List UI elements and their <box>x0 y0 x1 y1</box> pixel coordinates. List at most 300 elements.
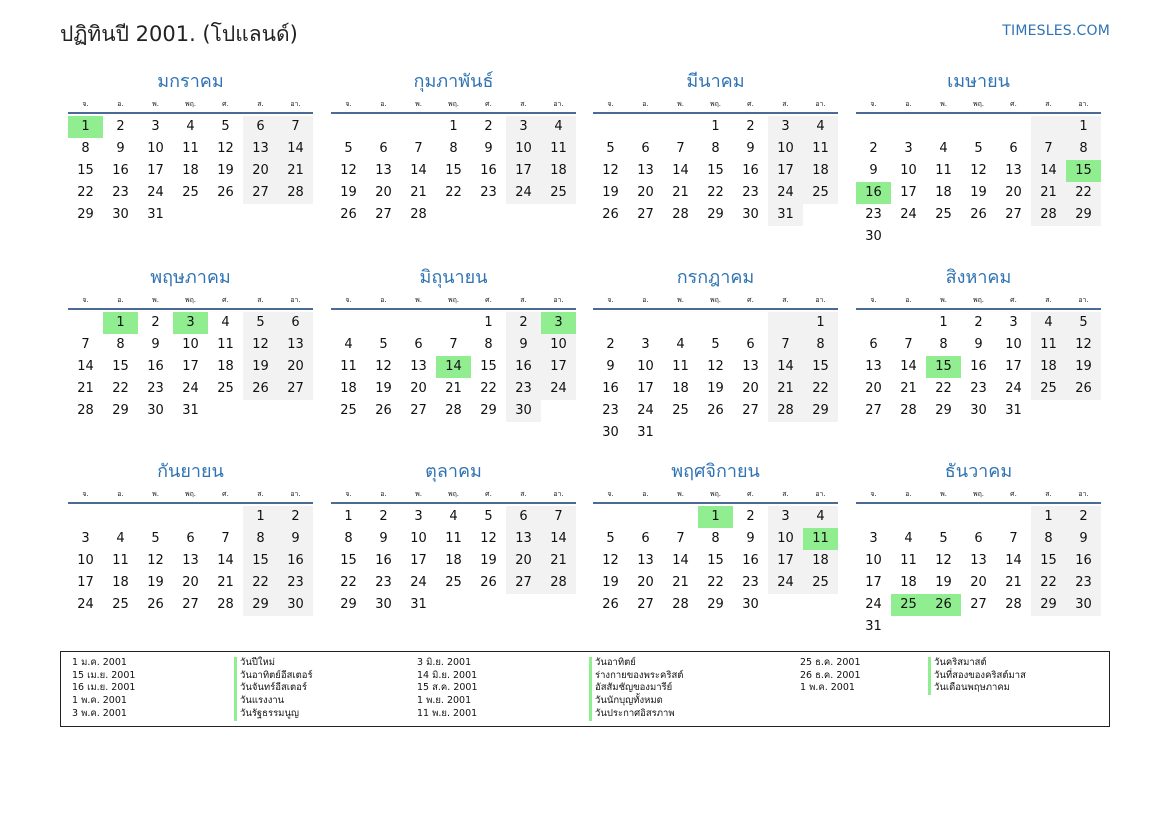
day-cell: 31 <box>147 207 164 222</box>
day-cell: 8 <box>711 141 720 156</box>
day-cell: 18 <box>541 160 576 182</box>
day-cell: 4 <box>803 506 838 528</box>
month-block <box>68 266 313 422</box>
week-row <box>68 116 313 138</box>
weekday-label: พ. <box>415 490 422 498</box>
week-row <box>593 572 838 594</box>
day-cell: 10 <box>147 141 164 156</box>
day-cell: 16 <box>506 356 541 378</box>
day-cell: 1 <box>939 315 948 330</box>
day-cell: 5 <box>243 312 278 334</box>
weekday-label: ศ. <box>747 490 754 498</box>
empty-day-cell <box>208 204 243 226</box>
day-cell: 24 <box>147 185 164 200</box>
weekday-label: พ. <box>940 490 947 498</box>
weekday-label: ศ. <box>485 490 492 498</box>
day-cell: 6 <box>379 141 388 156</box>
day-cell: 8 <box>344 531 353 546</box>
day-cell: 17 <box>1005 359 1022 374</box>
empty-day-cell <box>436 594 471 616</box>
day-cell: 5 <box>974 141 983 156</box>
day-cell: 11 <box>803 138 838 160</box>
day-cell: 2 <box>746 509 755 524</box>
month-name: ธันวาคม <box>944 461 1013 482</box>
day-cell: 13 <box>410 359 427 374</box>
day-cell: 14 <box>77 359 94 374</box>
day-cell: 2 <box>506 312 541 334</box>
day-cell: 10 <box>182 337 199 352</box>
weekday-label: จ. <box>607 100 614 108</box>
empty-day-cell <box>173 506 208 528</box>
weekday-header <box>331 96 576 114</box>
day-cell: 29 <box>243 594 278 616</box>
day-cell: 20 <box>970 575 987 590</box>
day-cell: 18 <box>900 575 917 590</box>
week-row <box>68 334 313 356</box>
weekday-label: พ. <box>152 490 159 498</box>
day-cell: 5 <box>939 531 948 546</box>
day-cell: 21 <box>410 185 427 200</box>
day-cell: 8 <box>243 528 278 550</box>
day-cell: 6 <box>1009 141 1018 156</box>
weekday-label: พฤ. <box>447 100 460 108</box>
holiday-date: 1 พ.ย. 2001 <box>417 695 472 707</box>
week-row <box>856 160 1101 182</box>
week-row <box>68 594 313 616</box>
day-cell: 20 <box>375 185 392 200</box>
day-cell: 10 <box>77 553 94 568</box>
week-row <box>856 182 1101 204</box>
day-cell: 5 <box>344 141 353 156</box>
month-name: กุมภาพันธ์ <box>413 71 494 92</box>
weekday-label: จ. <box>607 296 614 304</box>
day-cell: 20 <box>1005 185 1022 200</box>
site-link[interactable]: TIMESLES.COM <box>1002 23 1110 39</box>
day-cell: 27 <box>970 597 987 612</box>
empty-day-cell <box>891 616 926 638</box>
day-cell: 7 <box>541 506 576 528</box>
holiday-name: ร่างกายของพระคริสต์ <box>589 670 683 683</box>
day-cell: 29 <box>480 403 497 418</box>
empty-day-cell <box>891 506 926 528</box>
day-cell: 3 <box>541 312 576 334</box>
day-cell: 10 <box>541 334 576 356</box>
day-cell: 7 <box>414 141 423 156</box>
day-cell: 7 <box>676 531 685 546</box>
day-cell: 8 <box>116 337 125 352</box>
month-block <box>331 70 576 226</box>
day-cell: 23 <box>1066 572 1101 594</box>
day-cell: 26 <box>217 185 234 200</box>
day-cell: 28 <box>1005 597 1022 612</box>
day-cell: 20 <box>278 356 313 378</box>
weekday-label: ส. <box>257 490 264 498</box>
empty-day-cell <box>628 116 663 138</box>
day-cell: 13 <box>243 138 278 160</box>
holiday-date: 11 พ.ย. 2001 <box>417 707 478 719</box>
weekday-label: พฤ. <box>184 296 197 304</box>
empty-day-cell <box>1031 116 1066 138</box>
day-cell: 26 <box>926 594 961 616</box>
day-cell: 10 <box>768 528 803 550</box>
day-cell: 12 <box>935 553 952 568</box>
empty-day-cell <box>628 506 663 528</box>
day-cell: 3 <box>506 116 541 138</box>
day-cell: 14 <box>768 356 803 378</box>
empty-day-cell <box>628 312 663 334</box>
weekday-label: จ. <box>870 490 877 498</box>
day-cell: 9 <box>484 141 493 156</box>
day-cell: 25 <box>803 572 838 594</box>
day-cell: 13 <box>506 528 541 550</box>
week-row <box>331 312 576 334</box>
day-cell: 5 <box>221 119 230 134</box>
day-cell: 28 <box>77 403 94 418</box>
holiday-date: 3 มิ.ย. 2001 <box>417 657 472 668</box>
empty-day-cell <box>401 116 436 138</box>
day-cell: 14 <box>436 356 471 378</box>
day-cell: 16 <box>375 553 392 568</box>
day-cell: 25 <box>182 185 199 200</box>
weekday-label: อา. <box>1078 490 1089 498</box>
empty-day-cell <box>926 116 961 138</box>
weekday-label: พฤ. <box>709 100 722 108</box>
weekday-header <box>593 292 838 310</box>
day-cell: 10 <box>637 359 654 374</box>
weekday-label: อา. <box>553 296 564 304</box>
empty-day-cell <box>698 422 733 444</box>
day-cell: 18 <box>935 185 952 200</box>
day-cell: 19 <box>217 163 234 178</box>
day-cell: 1 <box>698 506 733 528</box>
weekday-label: พฤ. <box>184 490 197 498</box>
empty-day-cell <box>331 116 366 138</box>
day-cell: 29 <box>707 597 724 612</box>
weekday-label: ส. <box>782 100 789 108</box>
week-row <box>593 182 838 204</box>
week-row <box>856 378 1101 400</box>
day-cell: 29 <box>707 207 724 222</box>
day-cell: 26 <box>340 207 357 222</box>
weekday-label: อ. <box>117 490 124 498</box>
day-cell: 3 <box>151 119 160 134</box>
empty-day-cell <box>733 422 768 444</box>
weekday-label: พ. <box>940 296 947 304</box>
day-cell: 20 <box>865 381 882 396</box>
day-cell: 15 <box>480 359 497 374</box>
weekday-label: จ. <box>345 296 352 304</box>
day-cell: 19 <box>935 575 952 590</box>
weekday-label: ศ. <box>222 296 229 304</box>
day-cell: 4 <box>449 509 458 524</box>
day-cell: 29 <box>340 597 357 612</box>
week-row <box>593 312 838 334</box>
weekday-header <box>593 486 838 504</box>
week-row <box>331 594 576 616</box>
empty-day-cell <box>331 312 366 334</box>
empty-day-cell <box>173 204 208 226</box>
empty-day-cell <box>436 204 471 226</box>
day-cell: 22 <box>803 378 838 400</box>
day-cell: 3 <box>869 531 878 546</box>
day-cell: 5 <box>711 337 720 352</box>
day-cell: 21 <box>541 550 576 572</box>
day-cell: 17 <box>541 356 576 378</box>
week-row <box>593 378 838 400</box>
weekday-label: จ. <box>870 100 877 108</box>
day-cell: 13 <box>1005 163 1022 178</box>
day-cell: 11 <box>803 528 838 550</box>
day-cell: 21 <box>445 381 462 396</box>
day-cell: 12 <box>1066 334 1101 356</box>
day-cell: 20 <box>506 550 541 572</box>
holiday-name: วันคริสมาสต์ <box>928 657 1026 670</box>
month-name: พฤศจิกายน <box>671 461 760 482</box>
week-row <box>856 528 1101 550</box>
day-cell: 5 <box>606 141 615 156</box>
empty-day-cell <box>506 204 541 226</box>
weekday-label: อา. <box>1078 100 1089 108</box>
day-cell: 24 <box>77 597 94 612</box>
day-cell: 23 <box>602 403 619 418</box>
weekday-label: พฤ. <box>184 100 197 108</box>
day-cell: 8 <box>81 141 90 156</box>
day-cell: 10 <box>506 138 541 160</box>
day-cell: 1 <box>68 116 103 138</box>
day-cell: 28 <box>900 403 917 418</box>
week-row <box>856 226 1101 248</box>
day-cell: 17 <box>865 575 882 590</box>
week-row <box>68 550 313 572</box>
day-cell: 24 <box>900 207 917 222</box>
day-cell: 9 <box>116 141 125 156</box>
month-block <box>593 70 838 226</box>
day-cell: 8 <box>711 531 720 546</box>
day-cell: 14 <box>217 553 234 568</box>
day-cell: 18 <box>112 575 129 590</box>
day-cell: 24 <box>637 403 654 418</box>
empty-day-cell <box>1066 226 1101 248</box>
day-cell: 2 <box>116 119 125 134</box>
day-cell: 25 <box>1031 378 1066 400</box>
week-row <box>593 594 838 616</box>
day-cell: 9 <box>506 334 541 356</box>
holiday-date: 14 มิ.ย. 2001 <box>417 669 478 681</box>
day-cell: 21 <box>672 185 689 200</box>
day-cell: 17 <box>768 550 803 572</box>
day-cell: 26 <box>243 378 278 400</box>
week-row <box>68 204 313 226</box>
day-cell: 3 <box>904 141 913 156</box>
week-row <box>856 550 1101 572</box>
day-cell: 30 <box>970 403 987 418</box>
day-cell: 27 <box>506 572 541 594</box>
day-cell: 28 <box>672 597 689 612</box>
day-cell: 7 <box>278 116 313 138</box>
week-row <box>856 204 1101 226</box>
weekday-label: พฤ. <box>972 296 985 304</box>
day-cell: 8 <box>803 334 838 356</box>
day-cell: 15 <box>926 356 961 378</box>
weekday-label: จ. <box>82 100 89 108</box>
day-cell: 18 <box>217 359 234 374</box>
weekday-header <box>68 96 313 114</box>
day-cell: 7 <box>904 337 913 352</box>
day-cell: 31 <box>768 204 803 226</box>
week-row <box>856 312 1101 334</box>
weekday-header <box>593 96 838 114</box>
weekday-label: ศ. <box>485 296 492 304</box>
day-cell: 13 <box>637 163 654 178</box>
day-cell: 22 <box>112 381 129 396</box>
weekday-label: พฤ. <box>972 100 985 108</box>
day-cell: 22 <box>707 185 724 200</box>
day-cell: 11 <box>182 141 199 156</box>
day-cell: 22 <box>935 381 952 396</box>
empty-day-cell <box>856 506 891 528</box>
weekday-label: ศ. <box>1010 100 1017 108</box>
day-cell: 11 <box>672 359 689 374</box>
month-name: มกราคม <box>157 71 224 92</box>
weekday-label: พฤ. <box>972 490 985 498</box>
day-cell: 26 <box>375 403 392 418</box>
holiday-name: วันรัฐธรรมนูญ <box>234 708 313 721</box>
day-cell: 14 <box>278 138 313 160</box>
day-cell: 29 <box>935 403 952 418</box>
day-cell: 16 <box>480 163 497 178</box>
day-cell: 28 <box>541 572 576 594</box>
weekday-label: พฤ. <box>447 490 460 498</box>
week-row <box>856 334 1101 356</box>
day-cell: 1 <box>344 509 353 524</box>
empty-day-cell <box>278 204 313 226</box>
day-cell: 28 <box>768 400 803 422</box>
day-cell: 12 <box>217 141 234 156</box>
day-cell: 2 <box>746 119 755 134</box>
weekday-label: พ. <box>677 296 684 304</box>
day-cell: 30 <box>865 229 882 244</box>
day-cell: 20 <box>243 160 278 182</box>
day-cell: 15 <box>445 163 462 178</box>
day-cell: 20 <box>182 575 199 590</box>
weekday-label: จ. <box>345 490 352 498</box>
month-name: กรกฎาคม <box>676 267 755 288</box>
weekday-label: อา. <box>815 490 826 498</box>
day-cell: 21 <box>278 160 313 182</box>
day-cell: 2 <box>278 506 313 528</box>
day-cell: 12 <box>243 334 278 356</box>
day-cell: 22 <box>1031 572 1066 594</box>
weekday-label: อา. <box>553 100 564 108</box>
week-row <box>331 116 576 138</box>
weekday-label: พ. <box>152 100 159 108</box>
empty-day-cell <box>768 422 803 444</box>
weekday-label: ศ. <box>747 296 754 304</box>
day-cell: 7 <box>221 531 230 546</box>
day-cell: 13 <box>865 359 882 374</box>
day-cell: 12 <box>707 359 724 374</box>
holiday-date: 1 พ.ค. 2001 <box>72 695 127 707</box>
day-cell: 11 <box>340 359 357 374</box>
weekday-label: ส. <box>1045 296 1052 304</box>
day-cell: 11 <box>1031 334 1066 356</box>
day-cell: 1 <box>243 506 278 528</box>
day-cell: 29 <box>112 403 129 418</box>
day-cell: 27 <box>865 403 882 418</box>
week-row <box>68 506 313 528</box>
day-cell: 21 <box>900 381 917 396</box>
day-cell: 2 <box>974 315 983 330</box>
day-cell: 14 <box>410 163 427 178</box>
day-cell: 26 <box>147 597 164 612</box>
weekday-header <box>856 486 1101 504</box>
month-block <box>68 70 313 226</box>
day-cell: 22 <box>707 575 724 590</box>
day-cell: 12 <box>602 553 619 568</box>
day-cell: 12 <box>147 553 164 568</box>
day-cell: 2 <box>1066 506 1101 528</box>
day-cell: 25 <box>935 207 952 222</box>
day-cell: 4 <box>1031 312 1066 334</box>
holiday-date: 15 ส.ค. 2001 <box>417 682 478 694</box>
weekday-label: ส. <box>257 296 264 304</box>
weekday-label: อ. <box>905 296 912 304</box>
day-cell: 17 <box>410 553 427 568</box>
day-cell: 25 <box>112 597 129 612</box>
holiday-dates-column <box>800 657 861 695</box>
day-cell: 4 <box>803 116 838 138</box>
empty-day-cell <box>1031 400 1066 422</box>
day-cell: 14 <box>900 359 917 374</box>
day-cell: 13 <box>637 553 654 568</box>
day-cell: 12 <box>970 163 987 178</box>
day-cell: 19 <box>970 185 987 200</box>
empty-day-cell <box>891 226 926 248</box>
weekday-label: จ. <box>82 490 89 498</box>
day-cell: 25 <box>217 381 234 396</box>
day-cell: 24 <box>410 575 427 590</box>
month-block <box>593 460 838 616</box>
weekday-label: พ. <box>415 296 422 304</box>
day-cell: 24 <box>865 597 882 612</box>
empty-day-cell <box>366 116 401 138</box>
day-cell: 26 <box>970 207 987 222</box>
weekday-label: อ. <box>905 100 912 108</box>
empty-day-cell <box>663 422 698 444</box>
day-cell: 13 <box>182 553 199 568</box>
day-cell: 4 <box>186 119 195 134</box>
holiday-name: วันนักบุญทั้งหมด <box>589 695 683 708</box>
day-cell: 31 <box>1005 403 1022 418</box>
day-cell: 26 <box>1066 378 1101 400</box>
day-cell: 19 <box>707 381 724 396</box>
day-cell: 9 <box>278 528 313 550</box>
day-cell: 8 <box>484 337 493 352</box>
weekday-label: ศ. <box>1010 490 1017 498</box>
weekday-label: จ. <box>870 296 877 304</box>
day-cell: 4 <box>676 337 685 352</box>
empty-day-cell <box>541 594 576 616</box>
weekday-header <box>856 292 1101 310</box>
week-row <box>593 204 838 226</box>
day-cell: 30 <box>375 597 392 612</box>
month-block <box>856 266 1101 422</box>
day-cell: 28 <box>217 597 234 612</box>
day-cell: 23 <box>375 575 392 590</box>
holiday-names-column <box>234 657 313 721</box>
day-cell: 15 <box>803 356 838 378</box>
weekday-label: ศ. <box>485 100 492 108</box>
